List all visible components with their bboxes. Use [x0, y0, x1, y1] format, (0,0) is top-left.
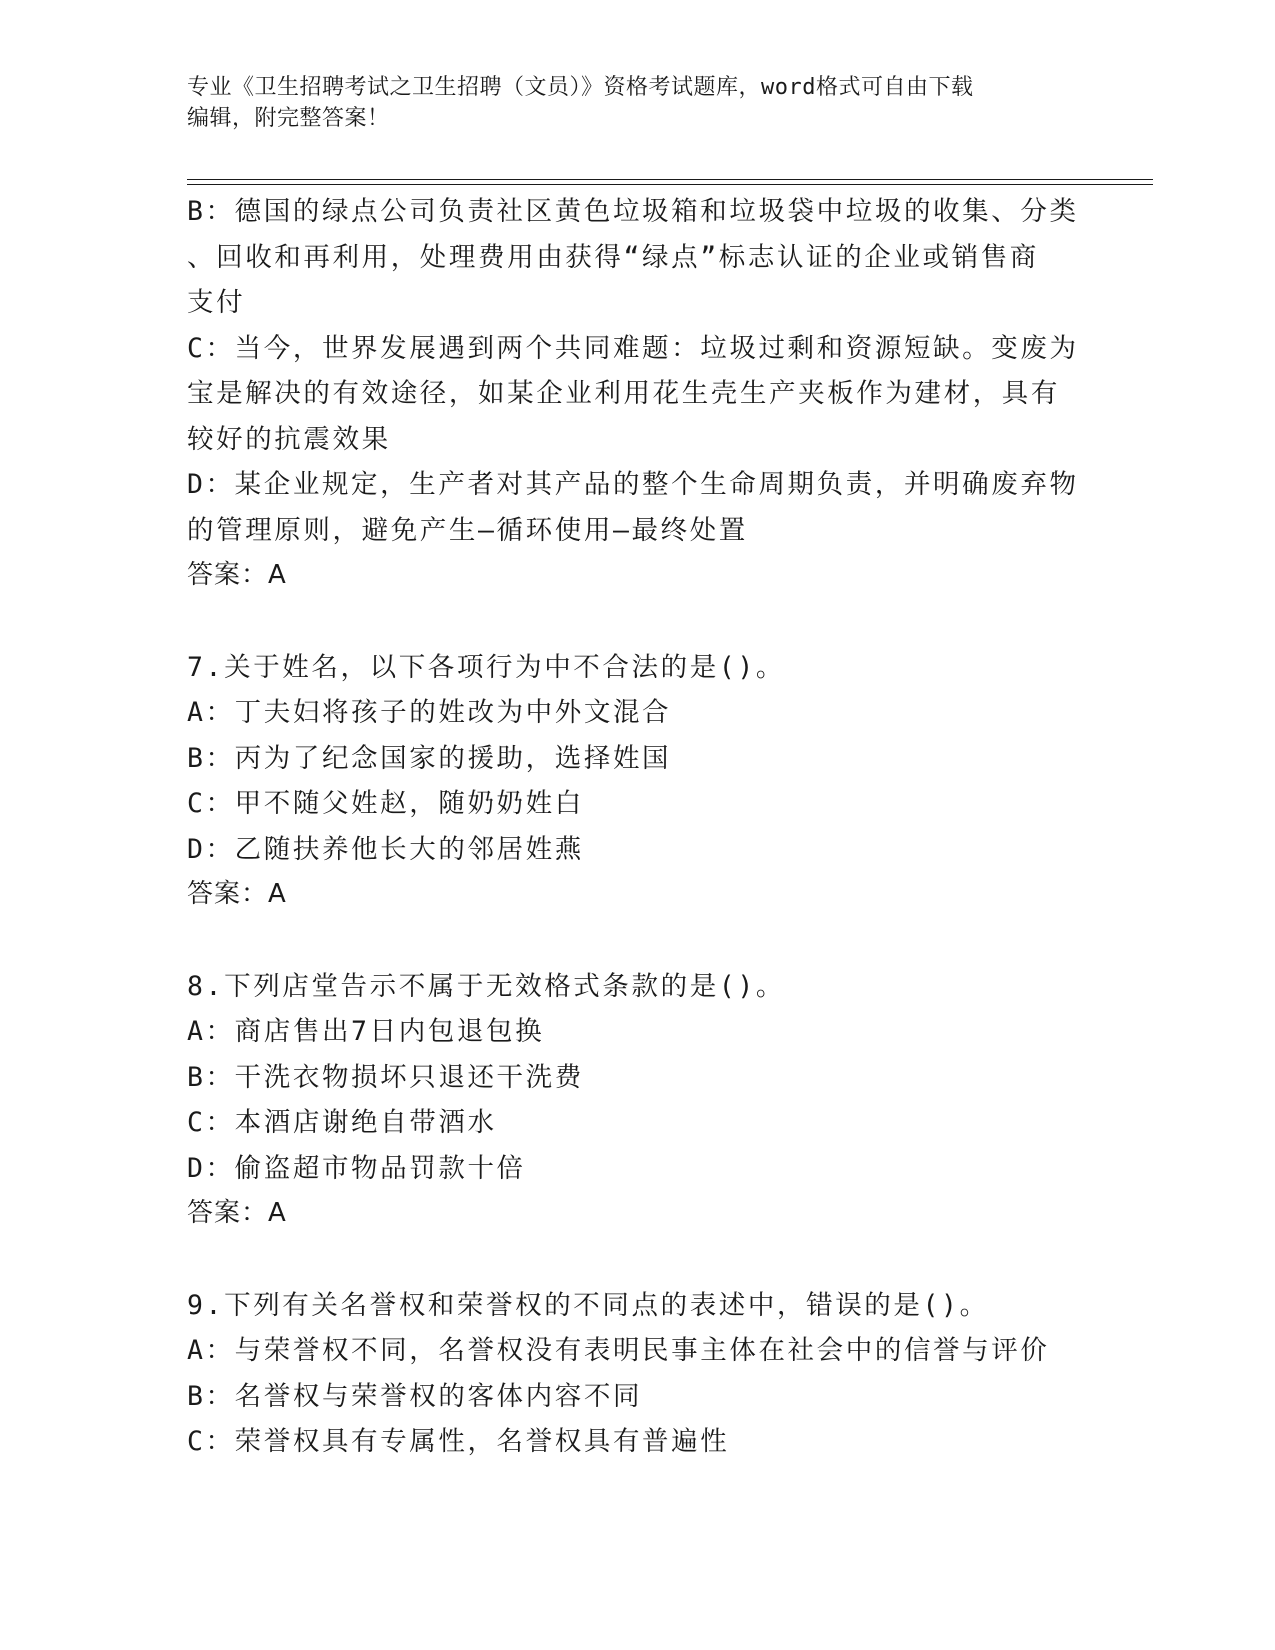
question-8	[187, 964, 1087, 1237]
header-line-2: 编辑，附完整答案！	[187, 106, 390, 131]
answer: 答案：A	[187, 1198, 287, 1228]
option-c-line-2: 宝是解决的有效途径，如某企业利用花生壳生产夹板作为建材，具有	[187, 378, 1060, 409]
previous-question	[187, 189, 1087, 599]
option-a: A：商店售出7日内包退包换	[187, 1016, 545, 1047]
header-line-1: 专业《卫生招聘考试之卫生招聘（文员）》资格考试题库，word格式可自由下载	[187, 75, 974, 100]
option-d-line-2: 的管理原则，避免产生—循环使用—最终处置	[187, 514, 748, 546]
option-d-line-1: D：某企业规定，生产者对其产品的整个生命周期负责，并明确废弃物	[187, 469, 1079, 500]
question-text: 7.关于姓名，以下各项行为中不合法的是()。	[187, 651, 786, 683]
option-c-line-1: C：当今，世界发展遇到两个共同难题：垃圾过剩和资源短缺。变废为	[187, 332, 1079, 364]
option-c-line-3: 较好的抗震效果	[187, 423, 391, 455]
question-text: 9.下列有关名誉权和荣誉权的不同点的表述中，错误的是()。	[187, 1289, 989, 1321]
option-b: B：干洗衣物损坏只退还干洗费	[187, 1061, 584, 1093]
question-content	[187, 189, 1087, 1465]
question-9	[187, 1283, 1087, 1465]
option-d: D：偷盗超市物品罚款十倍	[187, 1152, 526, 1184]
option-a: A：与荣誉权不同，名誉权没有表明民事主体在社会中的信誉与评价	[187, 1335, 1050, 1366]
option-d: D：乙随扶养他长大的邻居姓燕	[187, 833, 584, 865]
header-divider-top	[187, 179, 1153, 180]
option-c: C：甲不随父姓赵，随奶奶姓白	[187, 788, 584, 819]
answer: 答案：A	[187, 879, 287, 909]
option-b-line-1: B：德国的绿点公司负责社区黄色垃圾箱和垃圾袋中垃圾的收集、分类	[187, 196, 1079, 227]
answer: 答案：A	[187, 560, 287, 590]
option-b: B：名誉权与荣誉权的客体内容不同	[187, 1380, 643, 1412]
option-b-line-3: 支付	[187, 287, 246, 318]
option-c: C：本酒店谢绝自带酒水	[187, 1107, 497, 1138]
question-7	[187, 645, 1087, 918]
page-header	[187, 72, 1087, 134]
question-text: 8.下列店堂告示不属于无效格式条款的是()。	[187, 970, 786, 1002]
option-b-line-2: 、回收和再利用，处理费用由获得“绿点”标志认证的企业或销售商	[187, 241, 1039, 273]
option-a: A：丁夫妇将孩子的姓改为中外文混合	[187, 697, 672, 728]
option-c: C：荣誉权具有专属性，名誉权具有普遍性	[187, 1426, 730, 1457]
option-b: B：丙为了纪念国家的援助，选择姓国	[187, 742, 672, 774]
header-divider-bottom	[187, 184, 1153, 185]
